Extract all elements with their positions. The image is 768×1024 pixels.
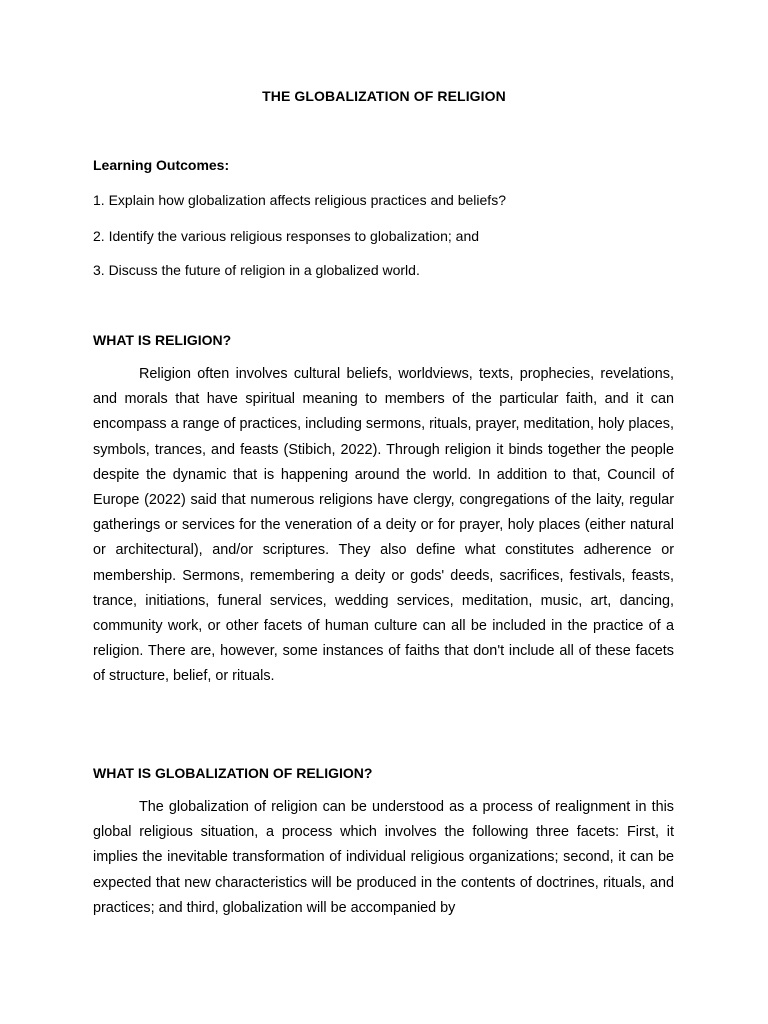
paragraph-religion: Religion often involves cultural beliefs, worldviews, texts, prophecies, revelations, and morals that have spiritual meaning to members of the particular faith, and it can encompass a range of practices, including sermons, rituals, prayer, meditation, holy places, symbols, trances, and feasts (Stibich, 2022). Through religion it binds together the people despite the dynamic that is happening around the world. In addition to that, Council of Europe (2022) said that numerous religions have clergy, congregations of the laity, regular gatherings or services for the veneration of a deity or for prayer, holy places (either natural or architectural), and/or scriptures. They also define what constitutes adherence or membership. Sermons, remembering a deity or gods' deeds, sacrifices, festivals, feasts, trance, initiations, funeral services, wedding services, meditation, music, art, dancing, community work, or other facets of human culture can all be included in the practice of a religion. There are, however, some instances of faiths that don't include all of these facets of structure, belief, or rituals.: [93, 366, 674, 685]
learning-outcome-item: 3. Discuss the future of religion in a globalized world.: [93, 262, 420, 278]
section-heading-religion: WHAT IS RELIGION?: [93, 332, 232, 348]
learning-outcome-item: 2. Identify the various religious responses to globalization; and: [93, 228, 480, 244]
paragraph-globalization: The globalization of religion can be understood as a process of realignment in this global religious situation, a process which involves the following three facets: First, it implies the inevitable transformation of individual religious organizations; second, it can be expected that new characteristics will be produced in the contents of doctrines, rituals, and practices; and third, globalization will be accompanied by: [93, 799, 674, 916]
section-heading-globalization: WHAT IS GLOBALIZATION OF RELIGION?: [93, 765, 373, 781]
learning-outcomes-heading: Learning Outcomes:: [93, 157, 230, 173]
document-title: THE GLOBALIZATION OF RELIGION: [262, 88, 506, 104]
learning-outcome-item: 1. Explain how globalization affects religious practices and beliefs?: [93, 192, 506, 208]
